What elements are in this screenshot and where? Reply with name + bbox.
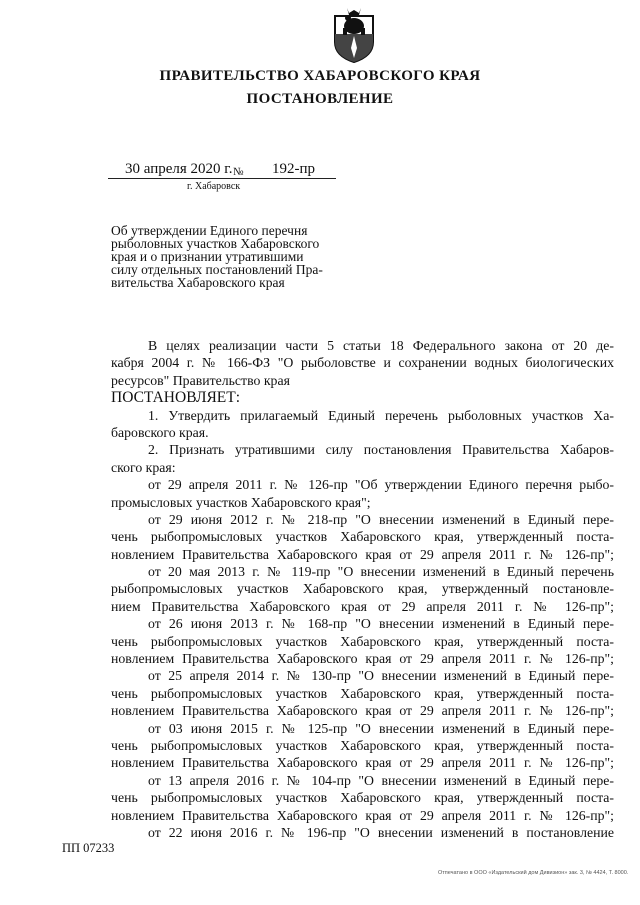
body-line: рыбопромысловых участков Хабаровского края, утвержденный постановле- [111, 581, 614, 597]
body-line: чень рыбопромысловых участков Хабаровского края, утвержденный поста- [111, 633, 614, 649]
body-line: новлением Правительства Хабаровского края от 29 апреля 2011 г. № 126-пр"; [111, 651, 614, 667]
document-body [111, 337, 614, 841]
organization-title: ПРАВИТЕЛЬСТВО ХАБАРОВСКОГО КРАЯ [159, 68, 481, 84]
body-line: от 25 апреля 2014 г. № 130-пр "О внесении изменений в Единый пере- [148, 668, 614, 684]
body-line: новлением Правительства Хабаровского края от 29 апреля 2011 г. № 126-пр"; [111, 703, 614, 719]
body-line: от 13 апреля 2016 г. № 104-пр "О внесении изменений в Единый пере- [148, 772, 614, 788]
body-line: 2. Признать утратившими силу постановления Правительства Хабаров- [148, 442, 614, 458]
body-line: новлением Правительства Хабаровского края от 29 апреля 2011 г. № 126-пр"; [111, 546, 614, 562]
body-line: новлением Правительства Хабаровского края от 29 апреля 2011 г. № 126-пр"; [111, 807, 614, 823]
document-code: ПП 07233 [62, 841, 115, 855]
body-line: В целях реализации части 5 статьи 18 Федерального закона от 20 де- [148, 338, 614, 353]
body-line: промысловых участков Хабаровского края"; [111, 494, 371, 510]
body-line: от 29 апреля 2011 г. № 126-пр "Об утверждении Единого перечня рыбо- [148, 477, 614, 493]
body-line: от 26 июня 2013 г. № 168-пр "О внесении изменений в Единый пере- [148, 616, 614, 632]
subject-line: Об утверждении Единого перечня [111, 223, 308, 238]
subject-line: рыболовных участков Хабаровского [111, 236, 320, 251]
body-line: от 20 мая 2013 г. № 119-пр "О внесении изменений в Единый перечень [148, 564, 614, 580]
body-line: 1. Утвердить прилагаемый Единый перечень рыболовных участков Ха- [148, 407, 614, 423]
body-line: чень рыбопромысловых участков Хабаровского края, утвержденный поста- [111, 529, 614, 545]
body-line: ского края: [111, 459, 176, 475]
resolution-keyword: ПОСТАНОВЛЯЕТ: [111, 389, 241, 407]
body-line: чень рыбопромысловых участков Хабаровского края, утвержденный поста- [111, 790, 614, 806]
body-line: чень рыбопромысловых участков Хабаровского края, утвержденный поста- [111, 685, 614, 701]
subject-line: вительства Хабаровского края [111, 275, 285, 290]
body-line: от 03 июня 2015 г. № 125-пр "О внесении изменений в Единый пере- [148, 720, 614, 736]
body-line: нием Правительства Хабаровского края от 29 апреля 2011 г. № 126-пр"; [111, 598, 614, 614]
subject-line: края и о признании утратившими [111, 249, 304, 264]
coat-of-arms-icon [329, 4, 379, 64]
body-line: ресурсов" Правительство края [111, 372, 290, 388]
document-subject [111, 223, 323, 290]
body-line: новлением Правительства Хабаровского края от 29 апреля 2011 г. № 126-пр"; [111, 755, 614, 771]
document-city: г. Хабаровск [187, 181, 241, 192]
date-underline [108, 178, 336, 179]
print-footer: Отпечатано в ООО «Издательский дом Дивизион» зак. 3, № 4424, Т. 8000. [438, 870, 629, 876]
body-line: от 29 июня 2012 г. № 218-пр "О внесении изменений в Единый пере- [148, 511, 614, 527]
body-line: баровского края. [111, 424, 209, 440]
body-line: кабря 2004 г. № 166-ФЗ "О рыболовстве и сохранении водных биологических [111, 355, 614, 371]
document-number: 192-пр [272, 161, 316, 177]
number-sign: № [233, 166, 244, 178]
body-line: от 22 июня 2016 г. № 196-пр "О внесении изменений в постановление [148, 824, 614, 840]
document-date: 30 апреля 2020 г. [125, 161, 233, 177]
body-line: чень рыбопромысловых участков Хабаровского края, утвержденный поста- [111, 737, 614, 753]
subject-line: силу отдельных постановлений Пра- [111, 262, 323, 277]
document-type-title: ПОСТАНОВЛЕНИЕ [246, 91, 394, 107]
